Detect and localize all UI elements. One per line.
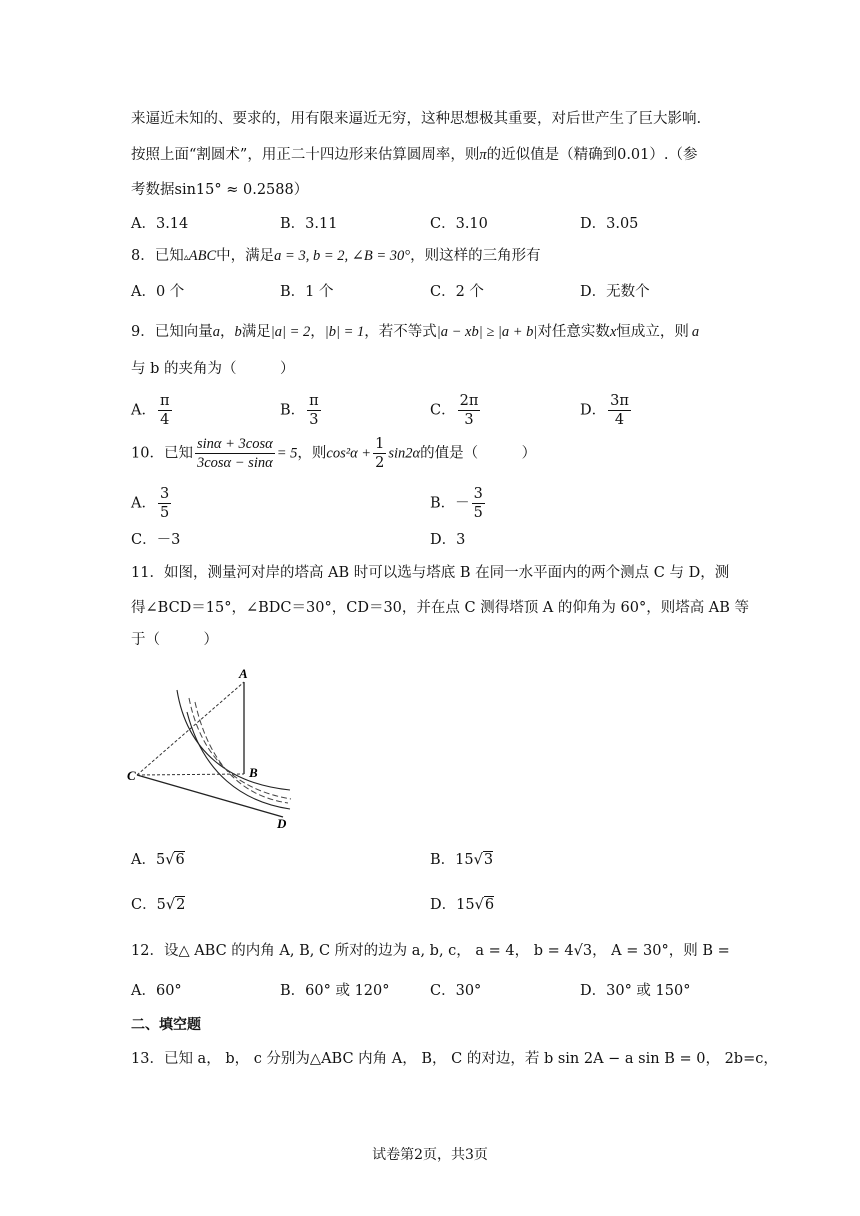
q10-option-d: D．3	[430, 532, 466, 548]
q7-option-c: C．3.10	[430, 216, 488, 232]
q12-option-a: A．60°	[131, 983, 182, 999]
q9-line2: 与 b 的夹角为（ ）	[131, 361, 295, 377]
q10-option-c: C．－3	[131, 532, 181, 548]
q11-line2: 得∠BCD＝15°，∠BDC＝30°，CD＝30，并在点 C 测得塔顶 A 的仰角为 60°，则塔高 AB 等	[131, 600, 750, 616]
q10-option-b: B．－ $\frac{3}{5}$	[430, 486, 483, 521]
river-dash-1	[189, 698, 291, 799]
q7-option-a: A．3.14	[131, 216, 189, 232]
q12-option-d: D．30° 或 150°	[580, 983, 691, 999]
q11-line1: 11．如图，测量河对岸的塔高 AB 时可以选与塔底 B 在同一水平面内的两个测点 C 与 D，测	[131, 565, 730, 581]
q8-option-a: A．0 个	[131, 284, 185, 300]
q8-option-c: C．2 个	[430, 284, 484, 300]
q7-option-d: D．3.05	[580, 216, 639, 232]
page-footer: 试卷第2页，共3页	[372, 1147, 488, 1163]
q12-option-b: B．60° 或 120°	[280, 983, 390, 999]
q9-option-d: D． $\frac{3\pi}{4}$	[580, 393, 629, 428]
figure-label-c: C	[127, 768, 136, 783]
q11-option-a: A．5√6	[131, 852, 185, 868]
q9-option-c: C． $\frac{2\pi}{3}$	[430, 393, 479, 428]
q10-option-a: A． $\frac{3}{5}$	[131, 486, 170, 521]
q9-option-b: B． $\frac{\pi}{3}$	[280, 393, 319, 428]
q11-option-b: B．15√3	[430, 852, 494, 868]
q11-line3: 于（ ）	[131, 632, 218, 648]
dashed-line-ca	[137, 682, 244, 775]
q11-option-d: D．15√6	[430, 897, 495, 913]
q10-stem: 10．已知 $\frac{\sin\alpha + 3\cos\alpha}{3\cos\alpha - \sin\alpha}$ = 5，则cos²α + $\frac{1}{2}$ sin2α的值是（ ）	[131, 436, 537, 471]
figure-label-d: D	[277, 816, 287, 831]
section-heading: 二、填空题	[131, 1017, 201, 1033]
q7-line1: 来逼近未知的、要求的，用有限来逼近无穷，这种思想极其重要，对后世产生了巨大影响.	[131, 111, 702, 127]
q8-option-b: B．1 个	[280, 284, 334, 300]
q13-stem: 13．已知 a， b， c 分别为△ABC 内角 A， B， C 的对边，若 b sin 2A − a sin B = 0， 2b=c，	[131, 1051, 778, 1067]
q7-option-b: B．3.11	[280, 216, 338, 232]
q9-option-a: A． $\frac{\pi}{4}$	[131, 393, 170, 428]
figure-label-a: A	[239, 666, 248, 681]
q8-stem: 8．已知▵ABC中，满足a = 3, b = 2, ∠B = 30°，则这样的三角形有	[131, 248, 541, 264]
q8-option-d: D．无数个	[580, 284, 650, 300]
q7-line3: 考数据sin15° ≈ 0.2588）	[131, 182, 309, 198]
figure-label-b: B	[249, 765, 258, 780]
tower-measurement-figure	[125, 662, 300, 832]
q12-stem: 12．设△ ABC 的内角 A, B, C 所对的边为 a, b, c， a = 4， b = 4√3， A = 30°，则 B =	[131, 943, 730, 959]
q9-stem: 9．已知向量a，b满足|a| = 2，|b| = 1，若不等式|a − xb| ≥ |a + b|对任意实数x恒成立，则 a	[131, 324, 700, 340]
q7-line2: 按照上面“割圆术”，用正二十四边形来估算圆周率，则π的近似值是（精确到0.01）.（参	[131, 147, 698, 163]
q11-option-c: C．5√2	[131, 897, 186, 913]
dashed-line-cb	[137, 774, 244, 775]
q12-option-c: C．30°	[430, 983, 482, 999]
